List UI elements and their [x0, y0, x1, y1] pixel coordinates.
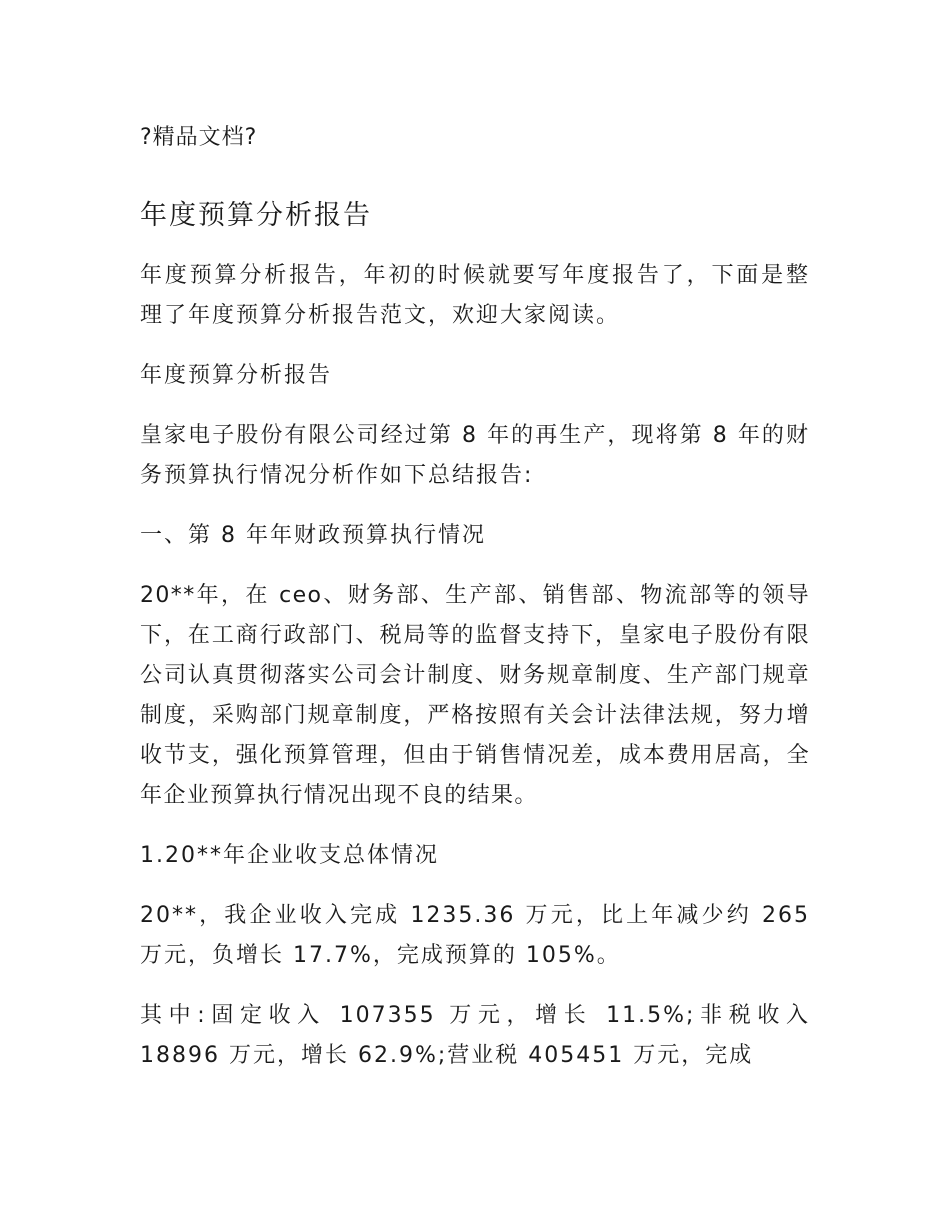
document-page	[140, 118, 810, 1096]
document-header-mark: ?精品文档?	[140, 125, 258, 150]
body-paragraph: 20**年，在 ceo、财务部、生产部、销售部、物流部等的领导下，在工商行政部门、税局等的监督支持下，皇家电子股份有限公司认真贯彻落实公司会计制度、财务规章制度、生产部门规章制度，采购部门规章制度，严格按照有关会计法律法规，努力增收节支，强化预算管理，但由于销售情况差，成本费用居高，全年企业预算执行情况出现不良的结果。	[140, 583, 810, 808]
intro-paragraph: 年度预算分析报告，年初的时候就要写年度报告了，下面是整理了年度预算分析报告范文，欢迎大家阅读。	[140, 263, 810, 328]
document-title: 年度预算分析报告	[140, 200, 372, 231]
report-subtitle: 年度预算分析报告	[140, 363, 333, 388]
subsection-heading: 1.20**年企业收支总体情况	[140, 843, 439, 868]
revenue-paragraph: 20**，我企业收入完成 1235.36 万元，比上年减少约 265 万元，负增长 17.7%，完成预算的 105%。	[140, 903, 810, 968]
breakdown-paragraph: 其中:固定收入 107355 万元，增长 11.5%;非税收入 18896 万元，增长 62.9%;营业税 405451 万元，完成	[140, 1003, 810, 1068]
section-heading-1: 一、第 8 年年财政预算执行情况	[140, 523, 486, 548]
summary-paragraph: 皇家电子股份有限公司经过第 8 年的再生产，现将第 8 年的财务预算执行情况分析作如下总结报告:	[140, 423, 810, 488]
